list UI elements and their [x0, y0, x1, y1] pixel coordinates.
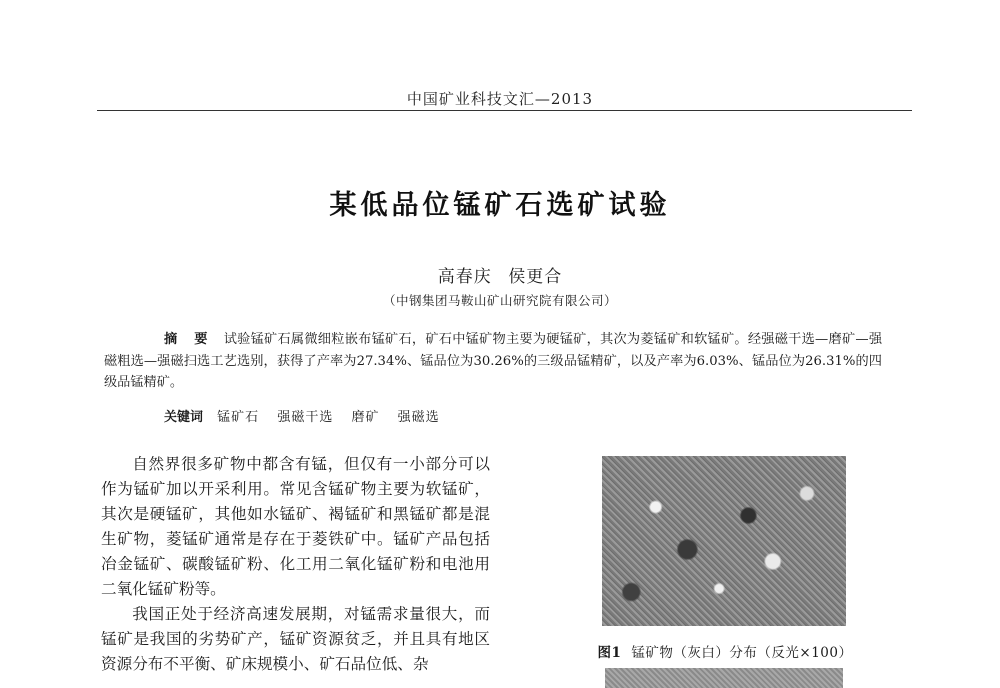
keyword-item: 强磁选: [397, 410, 440, 425]
keywords: [164, 406, 454, 425]
keywords-label: 关键词: [164, 410, 204, 425]
abstract-text: 试验锰矿石属微细粒嵌布锰矿石，矿石中锰矿物主要为硬锰矿，其次为菱锰矿和软锰矿。经强磁干选—磨矿—强磁粗选—强磁扫选工艺选别，获得了产率为27.34%、锰品位为30.26%的三级品锰精矿，以及产率为6.03%、锰品位为26.31%的四级品锰精矿。: [104, 332, 883, 390]
figure-micrograph-2: [605, 668, 843, 688]
abstract: [104, 329, 882, 394]
body-paragraph: 我国正处于经济高速发展期，对锰需求量很大，而锰矿是我国的劣势矿产，锰矿资源贫乏，并且具有地区资源分布不平衡、矿床规模小、矿石品位低、杂: [101, 605, 490, 673]
keyword-item: 强磁干选: [277, 410, 334, 425]
paper-affiliation: （中钢集团马鞍山矿山研究院有限公司）: [382, 293, 617, 308]
body-paragraph: 自然界很多矿物中都含有锰，但仅有一小部分可以作为锰矿加以开采利用。常见含锰矿物主要为软锰矿，其次是硬锰矿，其他如水锰矿、褐锰矿和黑锰矿都是混生矿物，菱锰矿通常是存在于菱铁矿中。锰矿产品包括冶金锰矿、碳酸锰矿粉、化工用二氧化锰矿粉和电池用二氧化锰矿粉等。: [101, 455, 490, 598]
abstract-label: 摘 要: [164, 332, 214, 347]
keyword-item: 锰矿石: [217, 410, 260, 425]
figure-number: 图1: [597, 645, 622, 661]
paper-title: 某低品位锰矿石选矿试验: [329, 190, 671, 221]
figure-caption-text: 锰矿物（灰白）分布（反光×100）: [631, 645, 853, 661]
paper-authors: 高春庆 侯更合: [437, 267, 563, 287]
keyword-item: 磨矿: [351, 410, 380, 425]
figure-micrograph: [602, 456, 846, 626]
figure-caption: [560, 641, 890, 661]
header-divider: [97, 110, 912, 111]
body-text: [101, 452, 490, 677]
journal-header: 中国矿业科技文汇—2013: [406, 90, 594, 108]
